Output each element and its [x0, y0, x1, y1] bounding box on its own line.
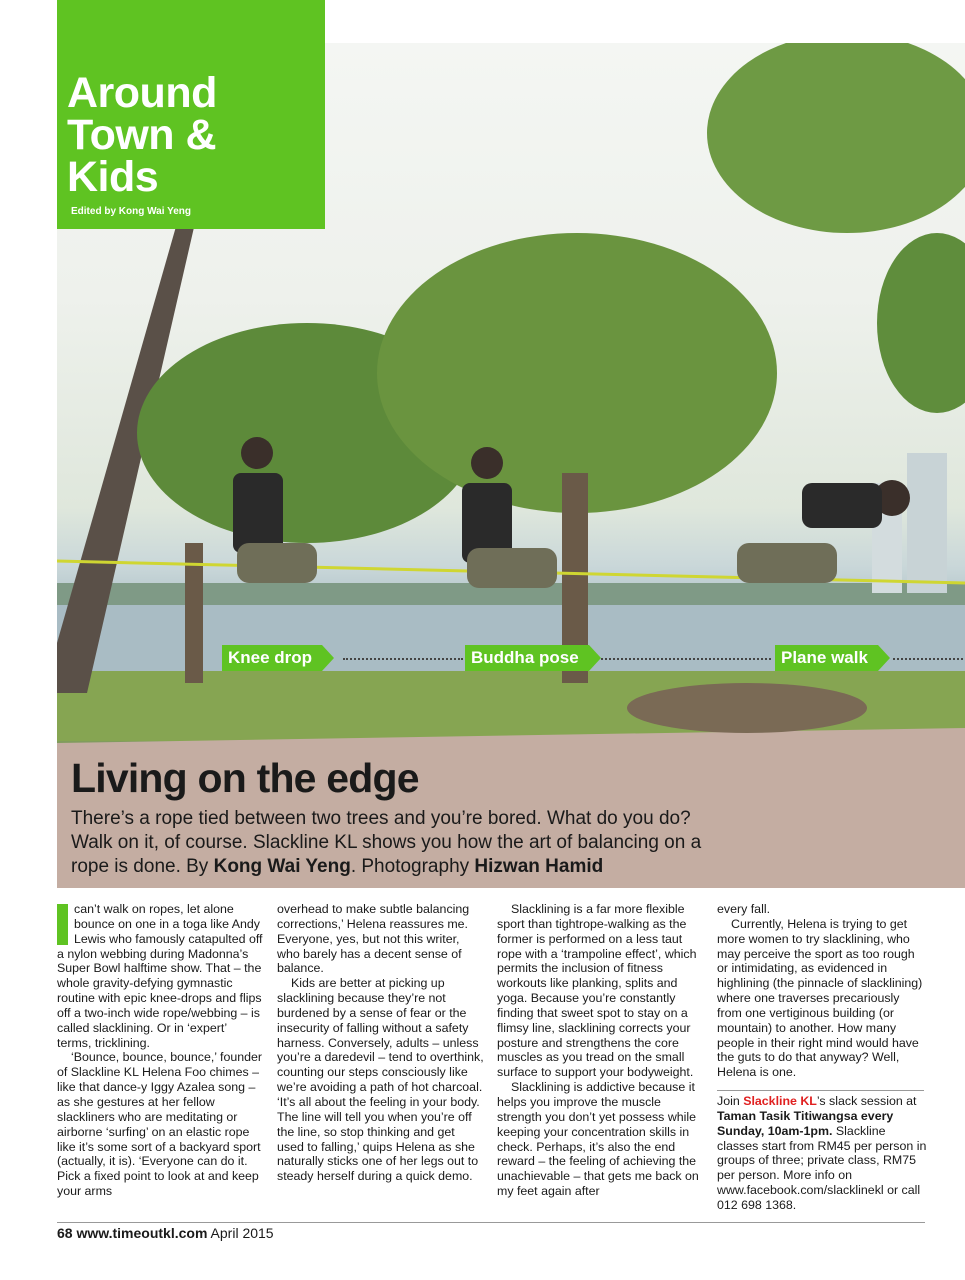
article-column-2 [277, 902, 484, 1184]
info-divider [717, 1090, 924, 1091]
dropcap-bar [57, 904, 68, 945]
paragraph: every fall. [717, 902, 771, 916]
paragraph: Kids are better at picking up slacklining because they’re not burdened by a sense of fear or the insecurity of falling without a safety harness. Conversely, adults – unless you’re a daredevil – tend to overthink, counting our steps consciously like we’re avoiding a path of hot charcoal. ‘It’s all about the feeling in your body. The line will tell you when you’re off the line, so stop thinking and get used to falling,’ quips Helena as she naturally sticks one of her legs out to steady herself during a quick demo. [277, 976, 484, 1184]
footer-divider [57, 1222, 925, 1223]
label-leader [343, 658, 463, 660]
paragraph: Currently, Helena is trying to get more women to try slacklining, who may perceive the sport as too rough or intimidating, as evidenced in highlining (the pinnacle of slacklining) where one traverses precariously from one vertiginous building (or mountain) to another. How many people in their right mind would have the guts to do that anyway? Well, Helena is one. [717, 916, 923, 1080]
section-editor: Edited by Kong Wai Yeng [71, 206, 192, 217]
page-footer [57, 1225, 274, 1241]
info-box [717, 1094, 929, 1213]
paragraph: Slacklining is addictive because it helps you improve the muscle strength you don’t yet possess while keeping your concentration skills in check. Perhaps, it’s also the end reward – the feeling of achieving the unachievable – that gets me back on my feet again after [497, 1080, 699, 1199]
info-rest: Slackline classes start from RM45 per person in groups of three; private class, RM75 per person. More info on www.facebook.com/slacklinekl or call 012 698 1368. [717, 1123, 927, 1212]
paragraph: can’t walk on ropes, let alone bounce on one in a toga like Andy Lewis who famously catapulted off a nylon webbing during Madonna’s Super Bowl halftime show. That – the whole gravity-defying gymnastic routine with epic knee-drops and flips off a two-inch wide rope/webbing – is called slacklining. Or in ‘expert’ terms, tricklining. [57, 902, 263, 1050]
paragraph: Slacklining is a far more flexible sport than tightrope-walking as the former is performed on a less taut rope with a ‘trampoline effect’, which permits the inclusion of fitness workouts like planking, splits and yoga. Because you’re constantly finding that sweet spot to stay on a flimsy line, slacklining corrects your posture and strengthens the core muscles as you tread on the small surface to support your bodyweight. [497, 902, 697, 1080]
info-brand: Slackline KL [743, 1094, 817, 1108]
footer-issue: April 2015 [210, 1225, 274, 1241]
label-knee-drop: Knee drop [222, 645, 322, 671]
page-number: 68 [57, 1225, 73, 1241]
label-leader [893, 658, 963, 660]
photographer-name: Hizwan Hamid [474, 856, 604, 877]
article-column-1 [57, 902, 264, 1199]
section-header [57, 0, 325, 229]
paragraph: overhead to make subtle balancing corrections,’ Helena reassures me. Everyone, yes, but not this writer, who barely has a decent sense of balance. [277, 902, 470, 976]
article-column-4 [717, 902, 924, 1080]
info-join: Join [717, 1094, 744, 1108]
standfirst-text: There’s a rope tied between two trees and you’re bored. What do you do? Walk on it, of course. Slackline KL shows you how the art of balancing on a rope is done. By [71, 808, 702, 877]
author-name: Kong Wai Yeng [213, 856, 351, 877]
article-standfirst [71, 807, 731, 879]
label-buddha-pose: Buddha pose [465, 645, 589, 671]
article-column-3 [497, 902, 704, 1199]
label-plane-walk: Plane walk [775, 645, 878, 671]
article-headline: Living on the edge [71, 755, 419, 801]
label-leader [601, 658, 771, 660]
info-mid: ’s slack session at [816, 1094, 917, 1108]
section-title: Around Town & Kids [67, 69, 217, 201]
photo-credit-prefix: . Photography [350, 856, 475, 877]
paragraph: ‘Bounce, bounce, bounce,’ founder of Slackline KL Helena Foo chimes – like that dance-y Iggy Azalea song – as she gestures at her fellow slackliners who are meditating or airborne ‘surfing’ on an elastic rope like it’s some sort of a backyard sport (actually, it is). ‘Everyone can do it. Pick a fixed point to look at and keep your arms [57, 1050, 263, 1199]
info-venue: Taman Tasik Titiwangsa every Sunday, 10am-1pm. [717, 1108, 894, 1138]
footer-site: www.timeoutkl.com [76, 1225, 208, 1241]
